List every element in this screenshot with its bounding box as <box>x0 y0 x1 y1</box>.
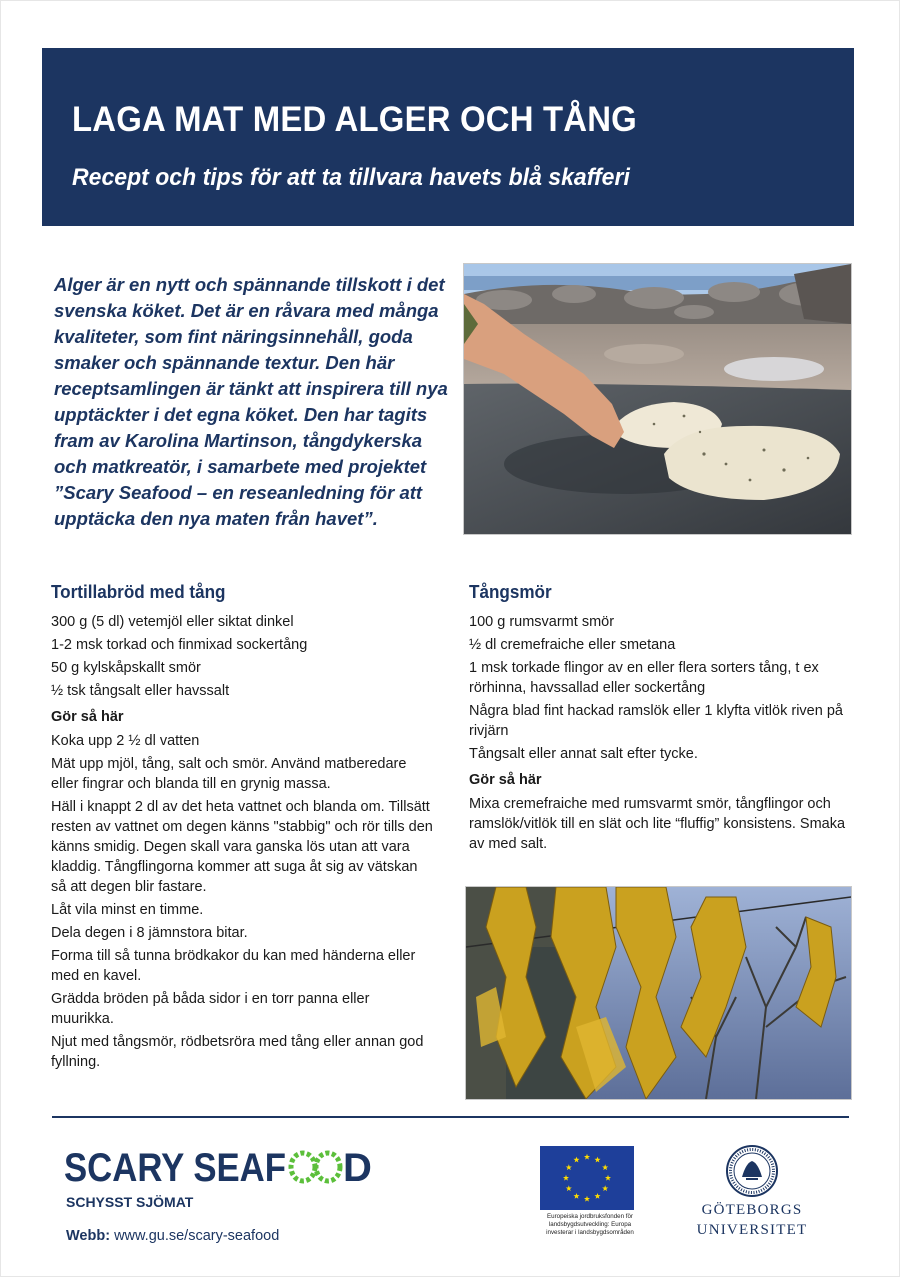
eu-star-icon <box>584 1154 590 1160</box>
method-step: Mät upp mjöl, tång, salt och smör. Använd matberedare eller fingrar och blanda till en grynig massa. <box>51 756 407 792</box>
eu-star-icon <box>566 1185 572 1191</box>
recipe-tortilla <box>51 582 436 1075</box>
eu-star-icon <box>594 1193 600 1199</box>
method-step: Grädda bröden på båda sidor i en torr panna eller muurikka. <box>51 991 370 1027</box>
web-label: Webb: <box>66 1228 111 1244</box>
method-step: Dela degen i 8 jämnstora bitar. <box>51 925 248 941</box>
ingredient: 1-2 msk torkad och finmixad sockertång <box>51 637 308 653</box>
eu-star-icon <box>573 1193 579 1199</box>
brand-tagline: SCHYSST SJÖMAT <box>66 1194 194 1210</box>
recipe-title: Tortillabröd med tång <box>51 582 226 602</box>
web-url-link[interactable]: www.gu.se/scary-seafood <box>114 1228 280 1244</box>
ingredient: ½ dl cremefraiche eller smetana <box>469 637 676 653</box>
footer-divider <box>52 1116 849 1118</box>
flatbread-photo <box>463 263 852 535</box>
eu-star-icon <box>566 1164 572 1170</box>
eu-star-icon <box>602 1185 608 1191</box>
recipe-title: Tångsmör <box>469 582 552 602</box>
method-step: Koka upp 2 ½ dl vatten <box>51 733 200 749</box>
method-step: Njut med tångsmör, rödbetsröra med tång eller annan god fyllning. <box>51 1034 424 1070</box>
scary-seafood-logo <box>64 1143 374 1193</box>
method-heading: Gör så här <box>51 709 124 725</box>
ingredient: Några blad fint hackad ramslök eller 1 klyfta vitlök riven på rivjärn <box>469 703 843 739</box>
university-name-line2: UNIVERSITET <box>696 1222 808 1238</box>
drying-kelp-photo <box>465 886 852 1100</box>
ingredient: Tångsalt eller annat salt efter tycke. <box>469 746 698 762</box>
university-seal-icon <box>724 1143 780 1199</box>
eu-star-icon <box>584 1196 590 1202</box>
eu-star-icon <box>602 1164 608 1170</box>
logo-text-part2: D <box>343 1146 372 1190</box>
university-name-line1: GÖTEBORGS <box>701 1202 803 1218</box>
method-step: Mixa cremefraiche med rumsvarmt smör, tångflingor och ramslök/vitlök till en slät och lite “fluffig” konsistens. Smaka av med salt. <box>469 796 846 852</box>
logo-oo-icon <box>291 1153 340 1181</box>
web-link-line <box>66 1228 279 1244</box>
ingredient: 100 g rumsvarmt smör <box>469 614 615 630</box>
eu-star-icon <box>594 1157 600 1163</box>
method-step: Låt vila minst en timme. <box>51 902 204 918</box>
method-step: Häll i knappt 2 dl av det heta vattnet och blanda om. Tillsätt resten av vattnet om degen känns "stabbig" och rör tills den känns smidig. Degen skall vara ganska lös utan att vara kladdig. Tångflingorna kommer att suga åt sig av vätskan så att degen blir fastare. <box>51 799 433 895</box>
header-banner <box>42 48 854 226</box>
ingredient: 300 g (5 dl) vetemjöl eller siktat dinkel <box>51 614 294 630</box>
eu-flag-icon <box>540 1146 634 1210</box>
ingredient: 1 msk torkade flingor av en eller flera sorters tång, t ex rörhinna, havssallad eller sockertång <box>469 660 819 696</box>
university-name <box>690 1200 814 1240</box>
method-step: Forma till så tunna brödkakor du kan med händerna eller med en kavel. <box>51 948 416 984</box>
page-subtitle: Recept och tips för att ta tillvara havets blå skafferi <box>72 164 630 191</box>
eu-star-icon <box>573 1157 579 1163</box>
eu-star-icon <box>605 1175 611 1181</box>
ingredient: ½ tsk tångsalt eller havssalt <box>51 683 230 699</box>
eu-star-icon <box>563 1175 569 1181</box>
logo-text-part1: SCARY SEAF <box>64 1146 286 1190</box>
ingredient: 50 g kylskåpskallt smör <box>51 660 201 676</box>
method-heading: Gör så här <box>469 772 542 788</box>
page-title: LAGA MAT MED ALGER OCH TÅNG <box>72 100 637 139</box>
intro-paragraph: Alger är en nytt och spännande tillskott i det svenska köket. Det är en råvara med många kvaliteter, som fint näringsinnehåll, goda smaker och spännande textur. Den här receptsamlingen är tänkt att inspirera till nya upptäckter i det egna köket. Den har tagits fram av Karolina Martinson, tångdykerska och matkreatör, i samarbete med projektet ”Scary Seafood – en reseanledning för att upptäcka den nya maten från havet”. <box>54 274 448 529</box>
recipe-seaweed-butter <box>469 582 851 857</box>
eu-caption: Europeiska jordbruksfonden för landsbygdsutveckling: Europa investerar i landsbygdsområden <box>546 1213 634 1236</box>
